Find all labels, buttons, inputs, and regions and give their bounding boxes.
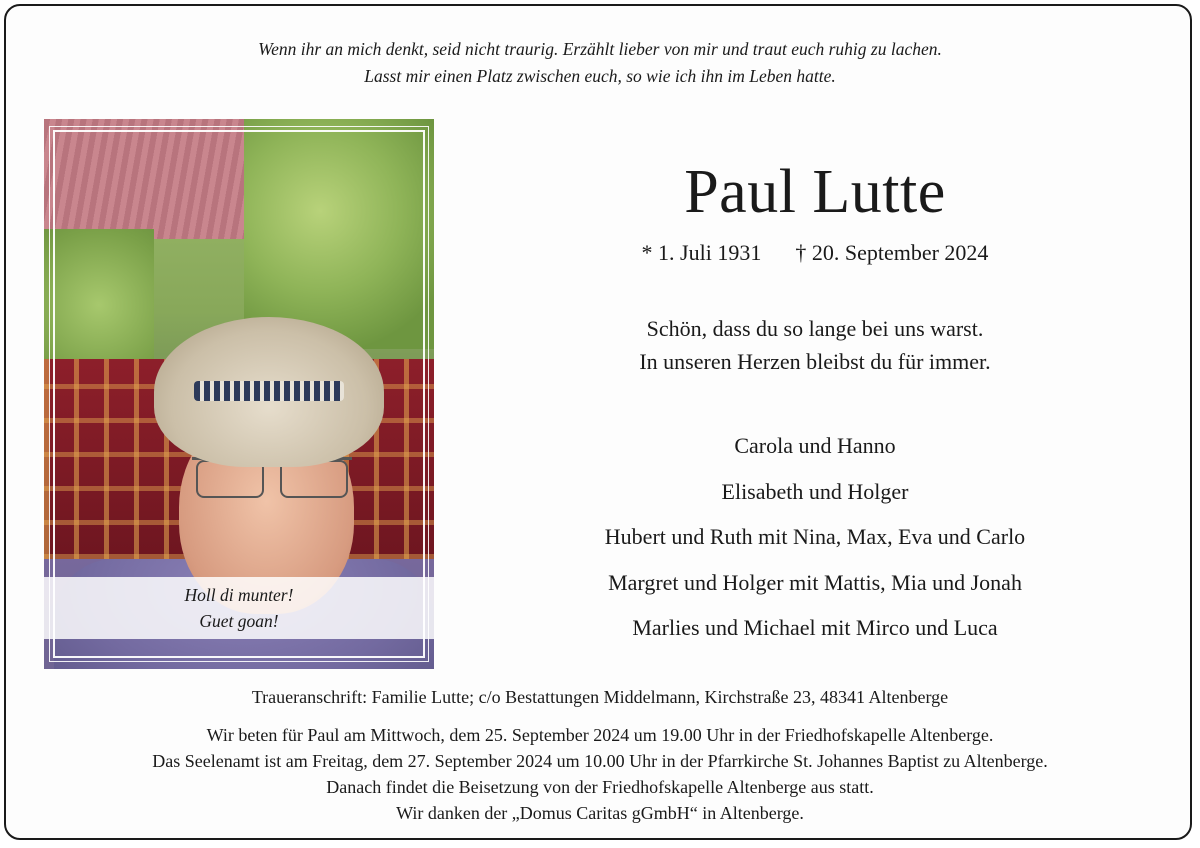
service-info-line: Danach findet die Beisetzung von der Friedhofskapelle Altenberge aus statt. bbox=[326, 777, 874, 797]
death-date: † 20. September 2024 bbox=[795, 240, 989, 265]
birth-date: * 1. Juli 1931 bbox=[641, 240, 762, 265]
mourners-list bbox=[450, 423, 1180, 651]
mourner-entry: Carola und Hanno bbox=[734, 433, 896, 458]
mourner-entry: Elisabeth und Holger bbox=[721, 478, 909, 504]
motto-line: Lasst mir einen Platz zwischen euch, so wie ich ihn im Leben hatte. bbox=[364, 66, 836, 86]
service-info-line: Wir beten für Paul am Mittwoch, dem 25. September 2024 um 19.00 Uhr in der Friedhofskapelle Altenberge. bbox=[206, 725, 994, 745]
photo-caption-line: Holl di munter! bbox=[184, 585, 294, 605]
motto-line: Wenn ihr an mich denkt, seid nicht traurig. Erzählt lieber von mir und traut euch ruhig zu lachen. bbox=[258, 39, 942, 59]
photo-caption-line: Guet goan! bbox=[199, 611, 279, 631]
photo-inner-border bbox=[53, 130, 425, 658]
poem-line: In unseren Herzen bleibst du für immer. bbox=[639, 349, 991, 374]
portrait-photo bbox=[44, 119, 434, 669]
mourner-entry: Margret und Holger mit Mattis, Mia und Jonah bbox=[608, 569, 1022, 595]
poem bbox=[450, 312, 1180, 378]
service-info-line: Wir danken der „Domus Caritas gGmbH“ in Altenberge. bbox=[396, 803, 804, 823]
service-info-line: Das Seelenamt ist am Freitag, dem 27. September 2024 um 10.00 Uhr in der Pfarrkirche St. Johannes Baptist zu Altenberge. bbox=[152, 751, 1048, 771]
life-dates bbox=[450, 238, 1180, 268]
mourning-address: Traueranschrift: Familie Lutte; c/o Bestattungen Middelmann, Kirchstraße 23, 48341 Altenberge bbox=[251, 687, 949, 707]
poem-line: Schön, dass du so lange bei uns warst. bbox=[646, 316, 984, 341]
mourner-entry: Marlies und Michael mit Mirco und Luca bbox=[632, 615, 998, 640]
service-info bbox=[0, 722, 1200, 826]
motto bbox=[0, 36, 1200, 90]
mourner-entry: Hubert und Ruth mit Nina, Max, Eva und Carlo bbox=[604, 524, 1026, 549]
deceased-name: Paul Lutte bbox=[684, 158, 946, 226]
